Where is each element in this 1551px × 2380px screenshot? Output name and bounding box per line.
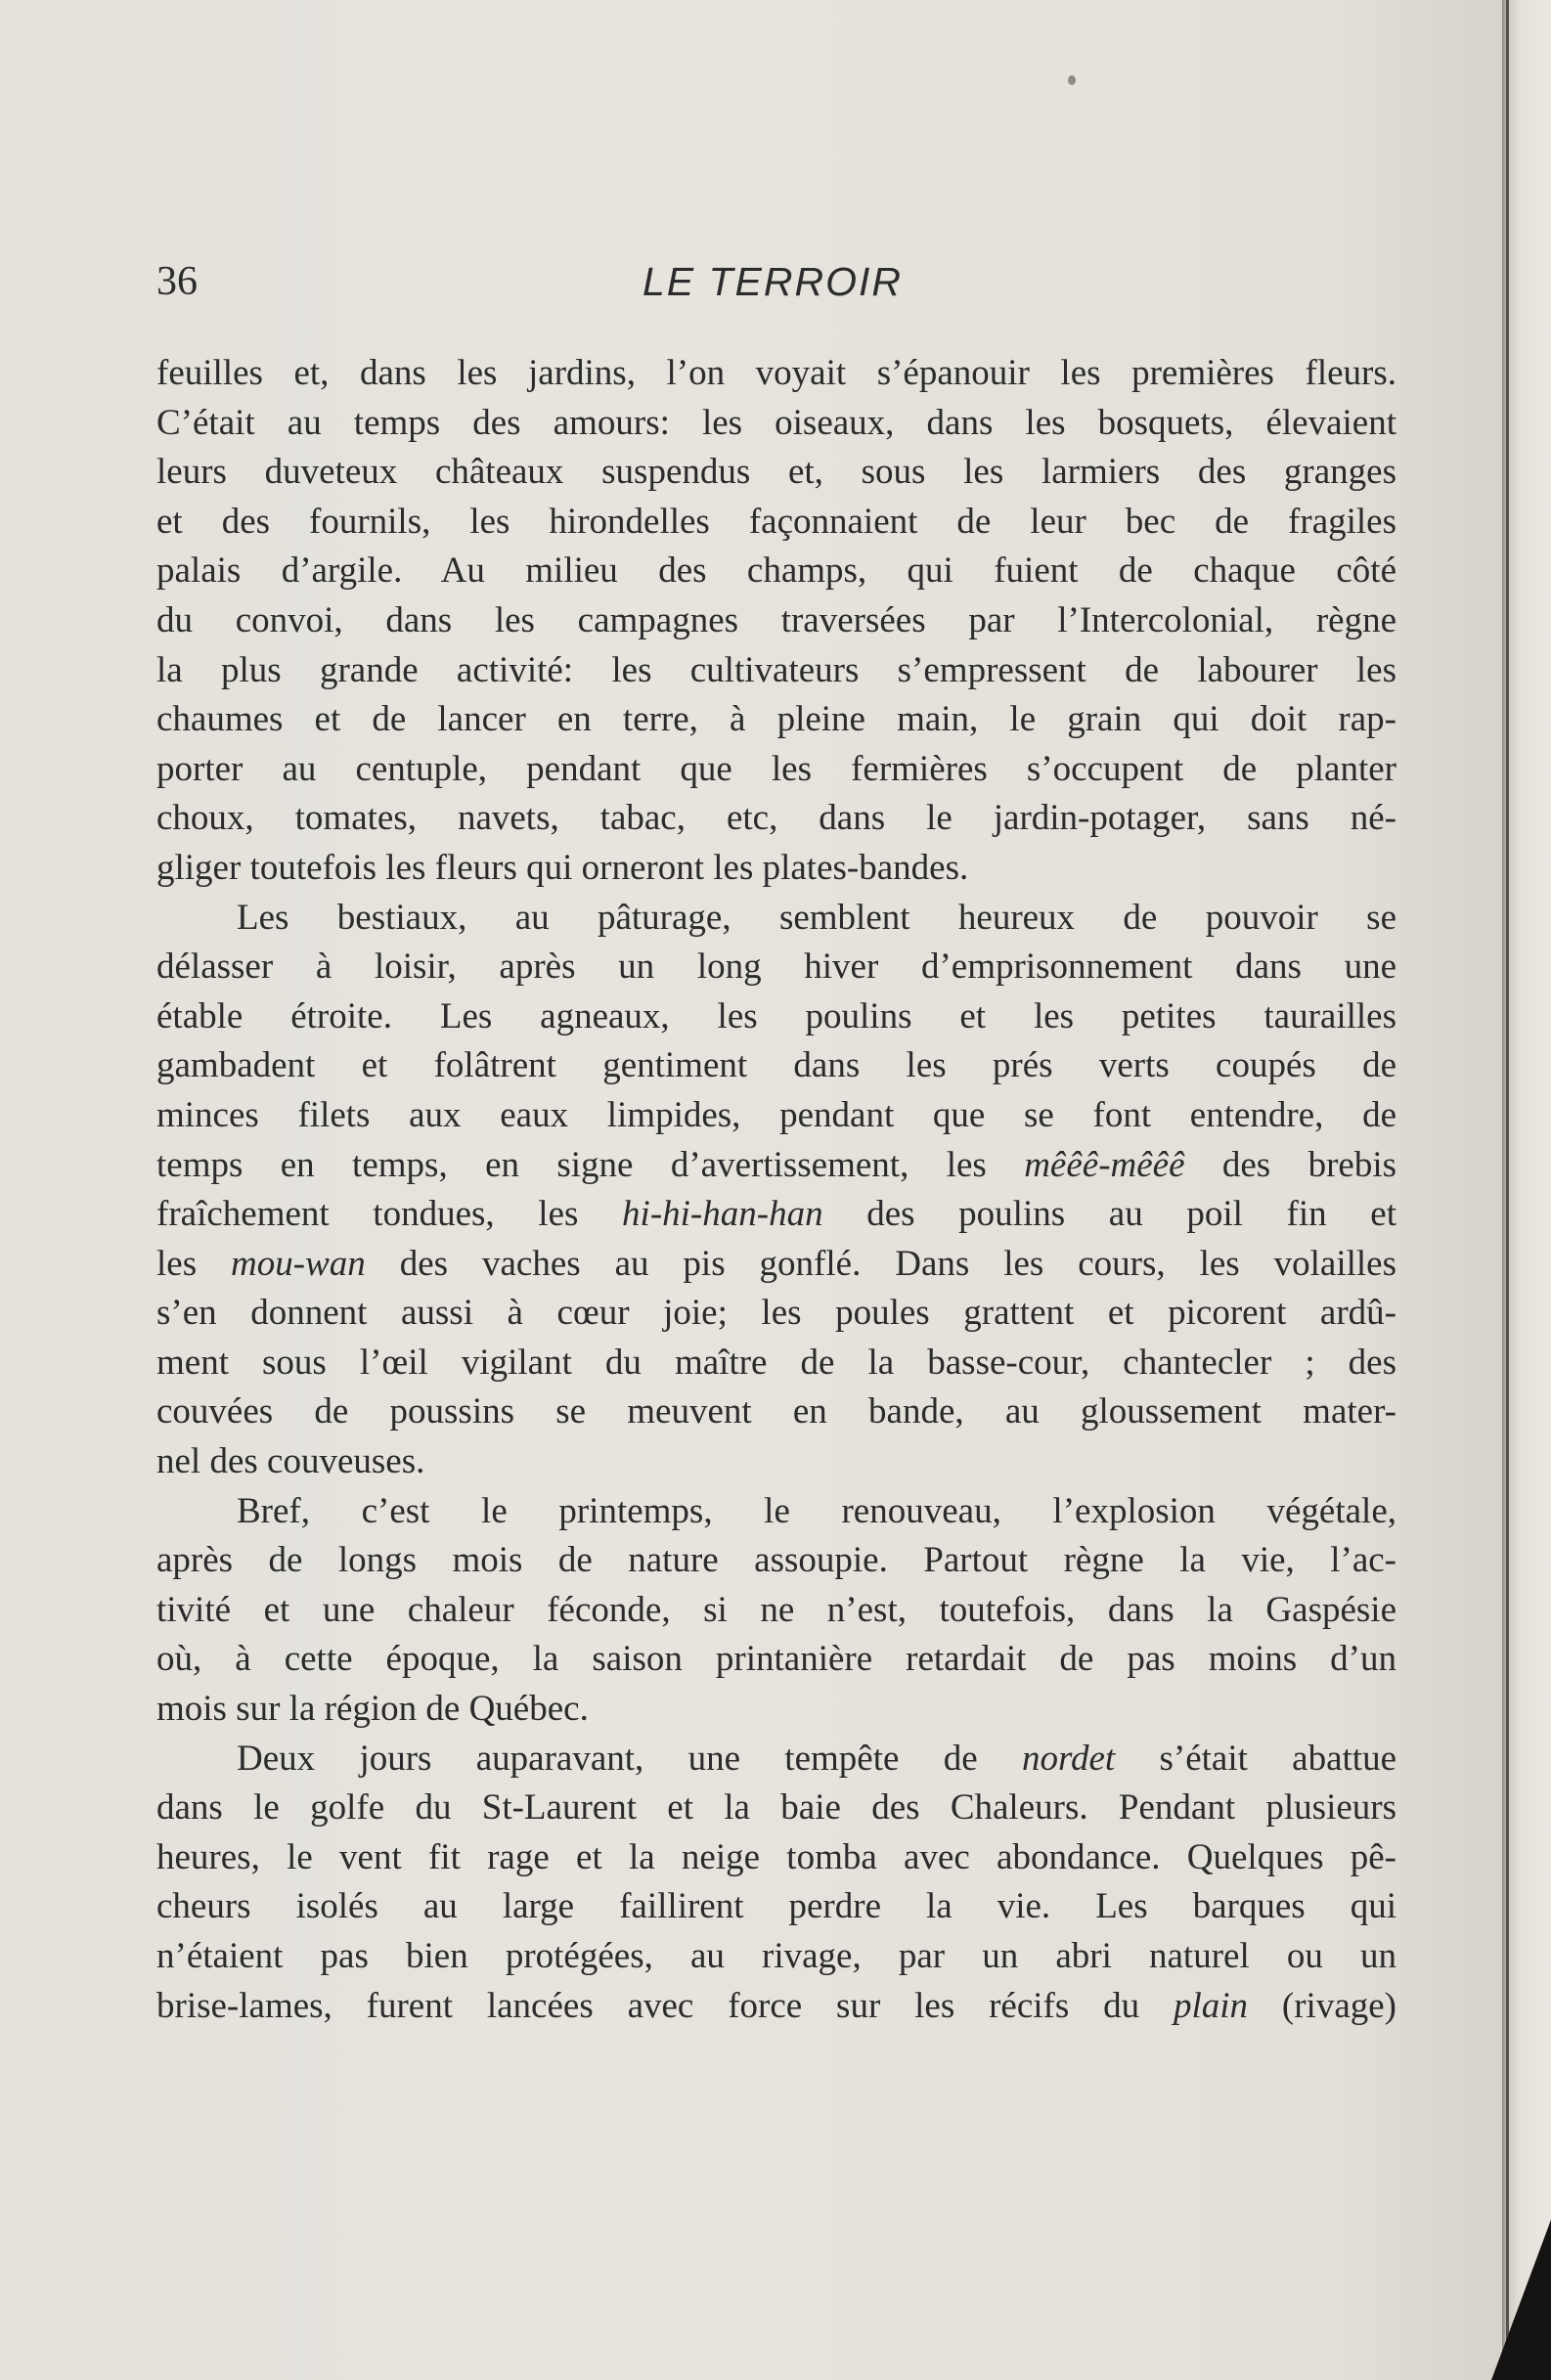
text-line: palais d’argile. Au milieu des champs, qui fuient de chaque côté xyxy=(156,551,1396,592)
text-line: heures, le vent fit rage et la neige tomba avec abondance. Quelques pê- xyxy=(156,1836,1396,1877)
onomatopoeia-italic: mou-wan xyxy=(231,1243,366,1284)
term-italic: plain xyxy=(1173,1985,1249,2026)
onomatopoeia-italic: mêêê-mêêê xyxy=(1024,1144,1185,1185)
text-line: Bref, c’est le printemps, le renouveau, l’explosion végétale, xyxy=(237,1490,1396,1531)
text-line: Les bestiaux, au pâturage, semblent heureux de pouvoir se xyxy=(237,897,1396,938)
text-line: leurs duveteux châteaux suspendus et, sous les larmiers des granges xyxy=(156,452,1396,493)
page-number: 36 xyxy=(156,259,198,304)
text-line: nel des couveuses. xyxy=(156,1441,425,1482)
text-line: étable étroite. Les agneaux, les poulins et les petites taurailles xyxy=(156,995,1396,1036)
page-corner-shadow xyxy=(1491,2220,1551,2380)
text-line xyxy=(156,1735,1396,1785)
text-run: brise-lames, furent lancées avec force sur les récifs du xyxy=(156,1985,1174,2026)
term-italic: nordet xyxy=(1021,1738,1116,1779)
text-line: et des fournils, les hirondelles façonnaient de leur bec de fragiles xyxy=(156,501,1396,542)
text-line: C’était au temps des amours: les oiseaux, dans les bosquets, élevaient xyxy=(156,402,1396,443)
text-line: après de longs mois de nature assoupie. Partout règne la vie, l’ac- xyxy=(156,1540,1396,1581)
text-run: s’était abattue xyxy=(1115,1738,1396,1779)
text-run: (rivage) xyxy=(1248,1985,1396,2026)
text-line: dans le golfe du St-Laurent et la baie des Chaleurs. Pendant plusieurs xyxy=(156,1787,1396,1829)
running-title: LE TERROIR xyxy=(642,259,904,304)
text-line: choux, tomates, navets, tabac, etc, dans le jardin-potager, sans né- xyxy=(156,798,1396,839)
text-line: n’étaient pas bien protégées, au rivage, par un abri naturel ou un xyxy=(156,1936,1396,1976)
paper-speck xyxy=(1068,75,1076,85)
text-line: gambadent et folâtrent gentiment dans les prés verts coupés de xyxy=(156,1045,1396,1086)
text-line: tivité et une chaleur féconde, si ne n’est, toutefois, dans la Gaspésie xyxy=(156,1589,1396,1630)
text-line: mois sur la région de Québec. xyxy=(156,1689,589,1730)
text-line xyxy=(156,1240,1396,1290)
text-line xyxy=(156,1190,1396,1240)
text-line: du convoi, dans les campagnes traversées par l’Intercolonial, règne xyxy=(156,599,1396,640)
text-line: s’en donnent aussi à cœur joie; les poules grattent et picorent ardû- xyxy=(156,1293,1396,1334)
text-run: Deux jours auparavant, une tempête de xyxy=(237,1738,1022,1779)
text-line: chaumes et de lancer en terre, à pleine main, le grain qui doit rap- xyxy=(156,699,1396,740)
text-line: gliger toutefois les fleurs qui orneront les plates-bandes. xyxy=(156,847,969,888)
body-text xyxy=(156,349,1396,2031)
text-line: cheurs isolés au large faillirent perdre la vie. Les barques qui xyxy=(156,1886,1396,1927)
text-run: temps en temps, en signe d’avertissement, les xyxy=(156,1144,1025,1185)
text-run: les xyxy=(156,1243,232,1284)
text-line: minces filets aux eaux limpides, pendant que se font entendre, de xyxy=(156,1094,1396,1135)
text-line: délasser à loisir, après un long hiver d’emprisonnement dans une xyxy=(156,947,1396,988)
text-run: des poulins au poil fin et xyxy=(822,1194,1396,1235)
text-line xyxy=(156,1982,1396,2032)
page-header xyxy=(156,250,1389,313)
text-line: couvées de poussins se meuvent en bande, au gloussement mater- xyxy=(156,1391,1396,1432)
text-run: des brebis xyxy=(1184,1144,1396,1185)
text-run: fraîchement tondues, les xyxy=(156,1194,623,1235)
onomatopoeia-italic: hi-hi-han-han xyxy=(622,1194,823,1235)
text-run: des vaches au pis gonflé. Dans les cours, les volailles xyxy=(365,1243,1396,1284)
text-line: porter au centuple, pendant que les fermières s’occupent de planter xyxy=(156,748,1396,789)
text-line xyxy=(156,1141,1396,1191)
text-line: la plus grande activité: les cultivateurs s’empressent de labourer les xyxy=(156,649,1396,690)
text-line: ment sous l’œil vigilant du maître de la basse-cour, chantecler ; des xyxy=(156,1342,1396,1383)
page-edge-line xyxy=(1506,0,1509,2380)
text-line: où, à cette époque, la saison printanière retardait de pas moins d’un xyxy=(156,1639,1396,1680)
text-line: feuilles et, dans les jardins, l’on voyait s’épanouir les premières fleurs. xyxy=(156,353,1396,393)
book-gutter xyxy=(1502,0,1551,2380)
